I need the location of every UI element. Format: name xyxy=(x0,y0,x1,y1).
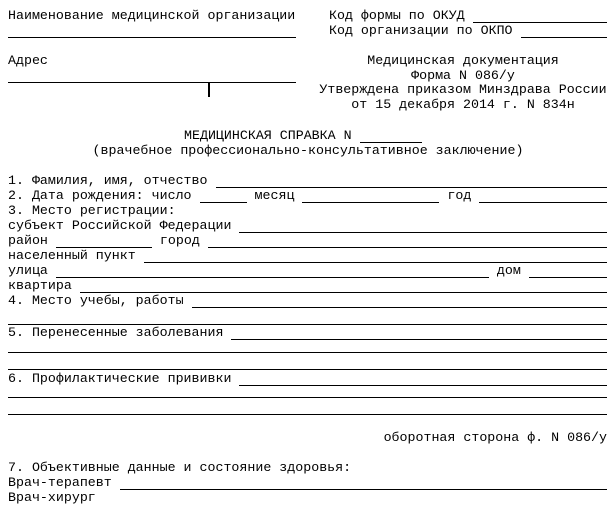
therapist-row xyxy=(8,475,607,490)
approved-by: Утверждена приказом Минздрава России xyxy=(319,82,607,97)
vaccinations-label: 6. Профилактические прививки xyxy=(8,371,232,386)
org-name-label: Наименование медицинской организации xyxy=(8,8,296,23)
district-row xyxy=(8,233,607,248)
okpo-field[interactable] xyxy=(521,26,607,38)
house-field[interactable] xyxy=(529,266,607,278)
subject-label: субъект Российской Федерации xyxy=(8,218,232,233)
year-label: год xyxy=(447,188,472,203)
apartment-row xyxy=(8,278,607,293)
address-row xyxy=(8,53,308,68)
therapist-label: Врач-терапевт xyxy=(8,475,112,490)
vaccinations-field[interactable] xyxy=(239,374,607,386)
fio-row xyxy=(8,173,607,188)
dob-day-field[interactable] xyxy=(200,191,247,203)
objective-label: 7. Объективные данные и состояние здоровья: xyxy=(8,460,352,475)
surgeon-label: Врач-хирург xyxy=(8,490,96,505)
doc-type: Медицинская документация xyxy=(367,53,559,68)
okud-row xyxy=(329,8,607,23)
reverse-side-row xyxy=(8,430,607,445)
form-number: Форма N 086/у xyxy=(411,68,515,83)
diseases-field-line-3[interactable] xyxy=(8,369,607,370)
vaccinations-row xyxy=(8,371,607,386)
subject-field[interactable] xyxy=(239,221,607,233)
work-label: 4. Место учебы, работы xyxy=(8,293,184,308)
org-name-field[interactable] xyxy=(8,37,296,38)
address-label: Адрес xyxy=(8,53,48,68)
city-field[interactable] xyxy=(208,236,607,248)
vaccinations-field-line-2[interactable] xyxy=(8,397,607,398)
dob-label: 2. Дата рождения: число xyxy=(8,188,192,203)
registration-row xyxy=(8,203,607,218)
okud-label: Код формы по ОКУД xyxy=(329,8,465,23)
street-row xyxy=(8,263,607,278)
month-label: месяц xyxy=(254,188,295,203)
fio-field[interactable] xyxy=(216,176,608,188)
work-field[interactable] xyxy=(192,296,607,308)
dob-row xyxy=(8,188,607,203)
diseases-field-line-2[interactable] xyxy=(8,352,607,353)
district-field[interactable] xyxy=(56,236,152,248)
okpo-label: Код организации по ОКПО xyxy=(329,23,513,38)
diseases-label: 5. Перенесенные заболевания xyxy=(8,325,224,340)
house-label: дом xyxy=(496,263,521,278)
apartment-label: квартира xyxy=(8,278,72,293)
certificate-number-field[interactable] xyxy=(360,131,422,143)
therapist-field[interactable] xyxy=(120,478,607,490)
surgeon-row xyxy=(8,490,607,505)
certificate-title: МЕДИЦИНСКАЯ СПРАВКА N xyxy=(184,128,352,143)
text-cursor xyxy=(208,83,210,97)
street-label: улица xyxy=(8,263,48,278)
objective-row xyxy=(8,460,607,475)
org-name-row xyxy=(8,8,308,23)
registration-label: 3. Место регистрации: xyxy=(8,203,176,218)
dob-month-field[interactable] xyxy=(302,191,439,203)
certificate-subtitle: (врачебное профессионально-консультативное заключение) xyxy=(92,143,524,158)
okpo-row xyxy=(329,23,607,38)
vaccinations-field-line-3[interactable] xyxy=(8,414,607,415)
address-field[interactable] xyxy=(8,82,296,83)
apartment-field[interactable] xyxy=(80,281,607,293)
city-label: город xyxy=(159,233,200,248)
title-row xyxy=(184,128,434,143)
locality-field[interactable] xyxy=(144,251,607,263)
street-field[interactable] xyxy=(56,266,489,278)
dob-year-field[interactable] xyxy=(479,191,607,203)
fio-label: 1. Фамилия, имя, отчество xyxy=(8,173,208,188)
diseases-row xyxy=(8,325,607,340)
approved-date: от 15 декабря 2014 г. N 834н xyxy=(351,97,575,112)
district-label: район xyxy=(8,233,48,248)
subject-row xyxy=(8,218,607,233)
diseases-field[interactable] xyxy=(231,328,607,340)
okud-field[interactable] xyxy=(473,11,607,23)
reverse-side-label: оборотная сторона ф. N 086/у xyxy=(383,430,607,445)
locality-label: населенный пункт xyxy=(8,248,136,263)
work-row xyxy=(8,293,607,308)
locality-row xyxy=(8,248,607,263)
